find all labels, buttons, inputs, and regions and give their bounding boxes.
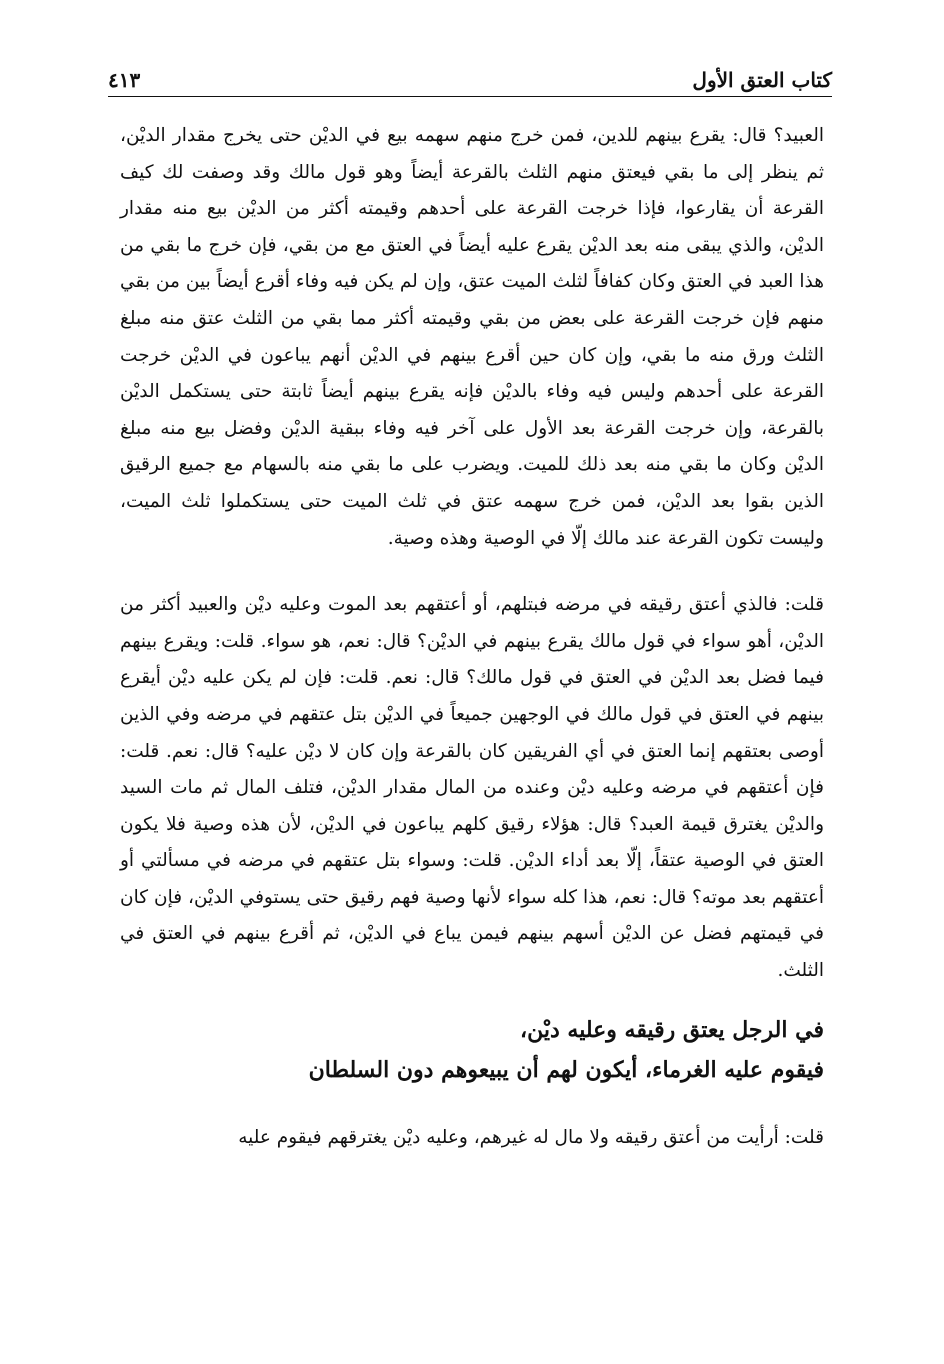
paragraph-3: قلت: أرأيت من أعتق رقيقه ولا مال له غيرهم، وعليه ديْن يغترقهم فيقوم عليه — [238, 1126, 824, 1148]
section-heading — [120, 1010, 824, 1090]
section-heading-line-2: فيقوم عليه الغرماء، أيكون لهم أن يبيعوهم دون السلطان — [308, 1056, 824, 1083]
running-header — [108, 58, 832, 97]
paragraph-gap — [120, 557, 824, 587]
book-title: كتاب العتق الأول — [692, 68, 832, 92]
section-heading-line-1: في الرجل يعتق رقيقه وعليه ديْن، — [519, 1016, 824, 1043]
page-number: ٤١٣ — [108, 68, 141, 92]
paragraph-2: قلت: فالذي أعتق رقيقه في مرضه فبتلهم، أو أعتقهم بعد الموت وعليه ديْن والعبيد أكثر من الديْن، أهو سواء في قول مالك يقرع بينهم في الديْن؟ قال: نعم، هو سواء. قلت: ويقرع بينهم فيما فضل بعد الديْن في العتق في قول مالك؟ قال: نعم. قلت: فإن لم يكن عليه ديْن أيقرع بينهم في العتق في قول مالك في الوجهين جميعاً في الديْن بتل عتقهم في مرضه وفي الذين أوصى بعتقهم إنما العتق في أي الفريقين كان بالقرعة وإن كان لا ديْن عليه؟ قال: نعم. قلت: فإن أعتقهم في مرضه وعليه ديْن وعنده من المال مقدار الديْن، فتلف المال ثم مات السيد والديْن يغترق قيمة العبد؟ قال: هؤلاء رقيق كلهم يباعون في الديْن، لأن هذه وصية فلا يكون العتق في الوصية عتقاً، إلّا بعد أداء الديْن. قلت: وسواء بتل عتقهم في مرضه في مسألتي أو أعتقهم بعد موته؟ قال: نعم، هذا كله سواء لأنها وصية فهم رقيق حتى يستوفي الديْن، فإن كان في قيمتهم فضل عن الديْن أسهم بينهم فيمن يباع في الديْن، ثم أقرع بينهم في العتق في الثلث. — [120, 594, 824, 982]
body-text — [120, 118, 824, 1156]
paragraph-1: العبيد؟ قال: يقرع بينهم للدين، فمن خرج منهم سهمه بيع في الديْن حتى يخرج مقدار الديْن، ثم ينظر إلى ما بقي فيعتق منهم الثلث بالقرعة أيضاً وهو قول مالك وقد وصفت لك كيف القرعة أن يقارعوا، فإذا خرجت القرعة على أحدهم وقيمته أكثر من الديْن بيع منه مقدار الديْن، والذي يبقى منه بعد الديْن يقرع عليه أيضاً في العتق مع من بقي، فإن خرج ما بقي من هذا العبد في العتق وكان كفافاً لثلث الميت عتق، وإن لم يكن فيه وفاء أقرع أيضاً بين من بقي منهم فإن خرجت القرعة على بعض من بقي وقيمته أكثر مما بقي من الثلث عتق منه مبلغ الثلث ورق منه ما بقي، وإن كان حين أقرع بينهم في الديْن أنهم يباعون في الديْن خرجت القرعة على أحدهم وليس فيه وفاء بالديْن فإنه يقرع بينهم أيضاً ثابتة حتى يستكمل الديْن بالقرعة، وإن خرجت القرعة بعد الأول على آخر فيه وفاء ببقية الديْن وفضل بيع منه مبلغ الديْن وكان ما بقي منه بعد ذلك للميت. ويضرب على ما بقي منه بالسهام مع جميع الرقيق الذين بقوا بعد الديْن، فمن خرج سهمه عتق في ثلث الميت حتى يستكملوا ثلث الميت، وليست تكون القرعة عند مالك إلّا في الوصية وهذه وصية. — [120, 125, 824, 549]
